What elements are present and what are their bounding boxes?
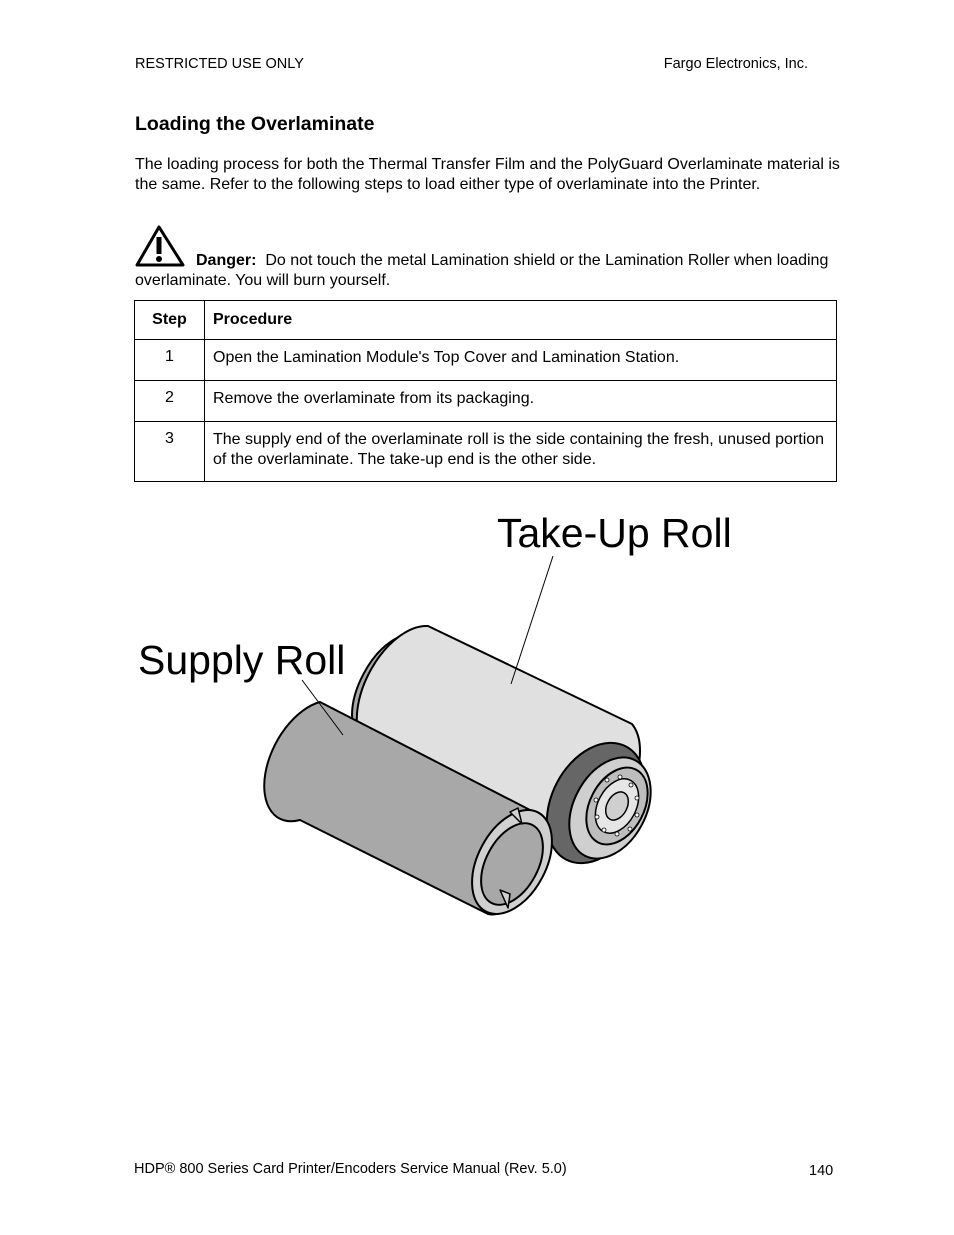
header-company: Fargo Electronics, Inc. [663, 56, 808, 72]
header-procedure: Procedure [205, 301, 837, 340]
step-number: 2 [135, 381, 205, 422]
footer-manual-title: HDP® 800 Series Card Printer/Encoders Service Manual (Rev. 5.0) [134, 1161, 567, 1177]
danger-label: Danger: [196, 252, 257, 269]
take-up-roll-label: Take-Up Roll [497, 510, 732, 556]
intro-paragraph: The loading process for both the Thermal Transfer Film and the PolyGuard Overlaminate material is the same. Refer to the following steps to load either type of overlaminate into the Printer. [135, 156, 840, 193]
section-title: Loading the Overlaminate [135, 113, 375, 135]
step-number: 3 [135, 422, 205, 482]
header-step: Step [135, 301, 205, 340]
step-number: 1 [135, 340, 205, 381]
header-restricted: RESTRICTED USE ONLY [135, 56, 304, 72]
footer-page-number: 140 [809, 1163, 834, 1179]
supply-roll-label: Supply Roll [138, 637, 346, 683]
step-procedure: Remove the overlaminate from its packaging. [205, 381, 837, 422]
step-procedure: Open the Lamination Module's Top Cover and Lamination Station. [205, 340, 837, 381]
danger-text: Do not touch the metal Lamination shield or the Lamination Roller when loading overlaminate. You will burn yourself. [135, 252, 829, 289]
step-procedure: The supply end of the overlaminate roll is the side containing the fresh, unused portion of the overlaminate. The take-up end is the other side. [205, 422, 837, 482]
